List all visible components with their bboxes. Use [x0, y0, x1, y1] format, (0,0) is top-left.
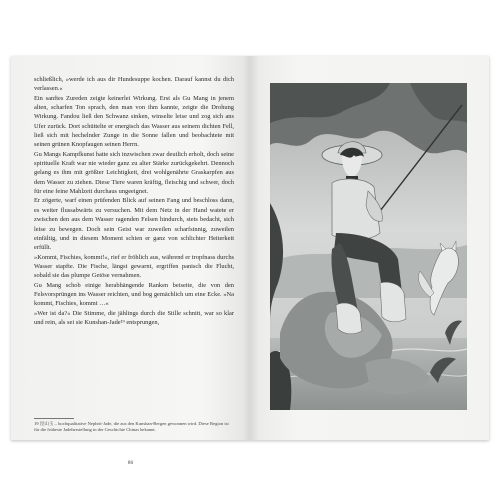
footnote-divider [34, 418, 74, 419]
right-page [250, 56, 489, 440]
body-text [34, 75, 234, 327]
paragraph: Gu Mang schob einige herabhängende Ranken beiseite, die von den Felsvorsprüngen ins Wasser reichten, und bog gemächlich um eine Ecke. »Na kommt, Fischies, kommt …« [34, 281, 234, 308]
paragraph: Er zögerte, warf einen prüfenden Blick auf seinen Fang und beschloss dann, es weiter flussabwärts zu versuchen. Mit dem Netz in der Hand watete er zwischen den aus dem Wasser ragenden Felsen hindurch, stets bedacht, sich leise zu bewegen. Doch sein Geist war zuweilen scharfsinnig, zuweilen einfältig, und in diesem Moment schien er ganz von schlichter Heiterkeit erfüllt. [34, 197, 234, 252]
paragraph: Gu Mangs Kampfkunst hatte sich inzwischen zwar deutlich erholt, doch seine spirituelle Kraft war nie wieder ganz zu alter Stärke zurückgekehrt. Dennoch gelang es ihm mit größter Leichtigkeit, drei wohlgenährte Graskarpfen aus dem Wasser zu ziehen. Diese Tiere waren kräftig, fleischig und schwer, doch für eine feine Mahlzeit durchaus ungeeignet. [34, 150, 234, 196]
paragraph: Ein sanftes Zureden zeigte keinerlei Wirkung. Erst als Gu Mang in jenem alten, scharfen Ton sprach, den man von ihm kannte, zeigte die Drohung Wirkung. Fandou ließ den Schwanz sinken, winselte leise und zog sich ans Ufer zurück. Dort schüttelte er energisch das Wasser aus seinem dichten Fell, ließ sich mit hechelnder Zunge in die Sonne fallen und beobachtete mit seinen grünen Knopfaugen seinen Herrn. [34, 94, 234, 149]
open-book [11, 56, 489, 466]
paragraph: schließlich, »werde ich aus dir Hundesuppe kochen. Darauf kannst du dich verlassen.« [34, 76, 234, 93]
page-number: 86 [127, 460, 134, 466]
illustration-icon [270, 83, 467, 410]
left-page [11, 56, 250, 466]
footnote: 19 昆山玉 – hochqualitative Nephrit-Jade, die aus den Kunshan-Bergen gewonnen wird. Diese Region ist für die früheste Jadeherstellung in der Geschichte Chinas bekannt. [34, 421, 229, 433]
paragraph: »Kommt, Fischies, kommt!«, rief er fröhlich aus, während er tropfnass durchs Wasser stapfte. Die Fische, längst gewarnt, ergriffen panisch die Flucht, sobald sie das plumpe Getöse vernahmen. [34, 253, 234, 280]
paragraph: »Wer ist da?« Die Stimme, die jählings durch die Stille schnitt, war so klar und rein, als sei sie Kunshan-Jade¹⁹ entsprungen, [34, 309, 234, 326]
